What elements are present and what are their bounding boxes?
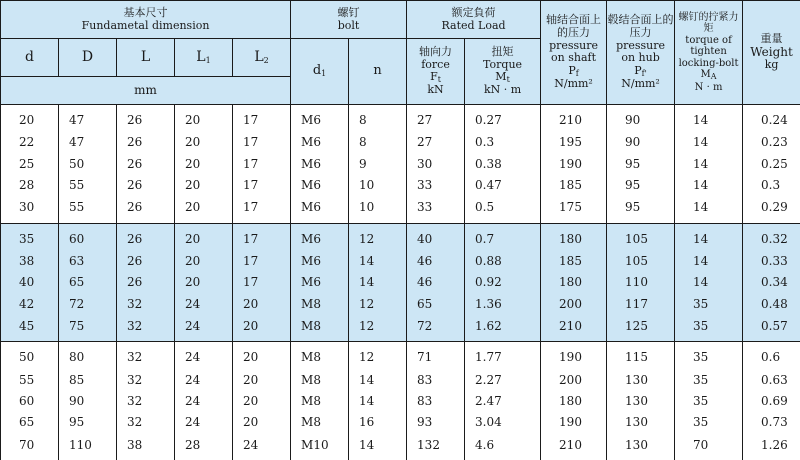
- table-cell: 180: [541, 391, 607, 412]
- table-cell: 110: [607, 273, 675, 294]
- table-cell: 71: [407, 342, 465, 370]
- table-cell: 17: [233, 273, 291, 294]
- table-cell: 0.88: [465, 251, 541, 272]
- table-cell: 95: [59, 413, 117, 434]
- table-cell: 14: [349, 251, 407, 272]
- table-cell: 20: [175, 175, 233, 196]
- table-cell: 20: [233, 294, 291, 315]
- shaft-pressure-unit: N/mm²: [554, 77, 593, 91]
- table-cell: 60: [1, 391, 59, 412]
- table-cell: M6: [291, 175, 349, 196]
- tighten-torque-en2: tighten: [690, 46, 727, 58]
- table-cell: 0.38: [465, 154, 541, 175]
- table-cell: 33: [407, 175, 465, 196]
- hub-pressure-en2: on hub: [621, 51, 660, 65]
- table-cell: 24: [175, 294, 233, 315]
- table-cell: 40: [1, 273, 59, 294]
- table-row: [1, 273, 800, 294]
- table-cell: 35: [675, 315, 743, 342]
- table-cell: 70: [675, 434, 743, 460]
- table-cell: 30: [407, 154, 465, 175]
- table-cell: 20: [175, 105, 233, 133]
- table-cell: 0.63: [743, 370, 800, 391]
- table-row: [1, 223, 800, 251]
- table-header: [1, 1, 800, 105]
- table-cell: 63: [59, 251, 117, 272]
- table-cell: 83: [407, 391, 465, 412]
- table-cell: M6: [291, 251, 349, 272]
- table-cell: 175: [541, 197, 607, 224]
- table-cell: M10: [291, 434, 349, 460]
- table-cell: 26: [117, 133, 175, 154]
- table-cell: 33: [407, 197, 465, 224]
- table-cell: 210: [541, 434, 607, 460]
- table-row: [1, 434, 800, 460]
- table-cell: 24: [175, 342, 233, 370]
- table-cell: M6: [291, 273, 349, 294]
- table-cell: 38: [1, 251, 59, 272]
- table-cell: 24: [175, 391, 233, 412]
- bolt-en: bolt: [337, 18, 360, 32]
- table-cell: 20: [233, 315, 291, 342]
- table-cell: 130: [607, 370, 675, 391]
- table-cell: 4.6: [465, 434, 541, 460]
- weight-cn: 重量: [760, 31, 783, 45]
- table-cell: 17: [233, 251, 291, 272]
- table-cell: 28: [175, 434, 233, 460]
- table-cell: 24: [175, 315, 233, 342]
- table-cell: 20: [175, 273, 233, 294]
- table-cell: 14: [675, 251, 743, 272]
- table-cell: 180: [541, 223, 607, 251]
- table-cell: 0.57: [743, 315, 800, 342]
- table-cell: 17: [233, 105, 291, 133]
- table-cell: 0.73: [743, 413, 800, 434]
- table-cell: 65: [1, 413, 59, 434]
- bolt-cn: 螺钉: [337, 5, 360, 19]
- table-cell: M8: [291, 342, 349, 370]
- table-row: [1, 342, 800, 370]
- table-cell: 95: [607, 154, 675, 175]
- table-cell: 26: [117, 273, 175, 294]
- bolt-header: [291, 1, 407, 39]
- table-cell: 90: [59, 391, 117, 412]
- shaft-pressure-symbol: $P_f$: [568, 63, 579, 78]
- table-cell: 85: [59, 370, 117, 391]
- table-cell: 117: [607, 294, 675, 315]
- table-cell: 22: [1, 133, 59, 154]
- table-cell: 42: [1, 294, 59, 315]
- hub-pressure-symbol: $P_{f'}$: [634, 63, 647, 78]
- table-cell: 65: [407, 294, 465, 315]
- hub-pressure-en1: pressure: [616, 38, 666, 52]
- table-cell: 17: [233, 223, 291, 251]
- table-cell: 200: [541, 370, 607, 391]
- table-cell: 0.5: [465, 197, 541, 224]
- hub-pressure-unit: N/mm²: [621, 77, 660, 91]
- table-cell: 0.3: [743, 175, 800, 196]
- table-cell: 35: [675, 391, 743, 412]
- table-cell: 14: [349, 370, 407, 391]
- table-cell: 110: [59, 434, 117, 460]
- table-cell: 0.32: [743, 223, 800, 251]
- table-cell: 0.69: [743, 391, 800, 412]
- table-cell: 190: [541, 342, 607, 370]
- table-cell: 32: [117, 342, 175, 370]
- table-cell: 0.3: [465, 133, 541, 154]
- table-cell: 25: [1, 154, 59, 175]
- table-cell: 17: [233, 175, 291, 196]
- table-cell: 40: [407, 223, 465, 251]
- table-cell: 20: [175, 197, 233, 224]
- table-cell: 1.26: [743, 434, 800, 460]
- table-cell: 32: [117, 315, 175, 342]
- table-cell: 190: [541, 413, 607, 434]
- col-L2: $L_2$: [233, 39, 291, 77]
- table-cell: 17: [233, 197, 291, 224]
- table-cell: 90: [607, 105, 675, 133]
- table-cell: M8: [291, 391, 349, 412]
- basic-dimensions-header: [1, 1, 291, 39]
- table-cell: 14: [675, 273, 743, 294]
- table-cell: 45: [1, 315, 59, 342]
- weight-en: Weight: [750, 44, 793, 59]
- table-cell: 12: [349, 315, 407, 342]
- table-cell: M6: [291, 133, 349, 154]
- table-cell: 26: [117, 223, 175, 251]
- table-cell: 0.92: [465, 273, 541, 294]
- col-D: D: [59, 39, 117, 77]
- table-row: [1, 175, 800, 196]
- table-cell: 0.27: [465, 105, 541, 133]
- table-row: [1, 251, 800, 272]
- table-cell: 35: [675, 342, 743, 370]
- table-cell: 14: [349, 391, 407, 412]
- table-cell: M8: [291, 413, 349, 434]
- table-row: [1, 413, 800, 434]
- table-cell: 55: [59, 175, 117, 196]
- table-cell: 9: [349, 154, 407, 175]
- rated-load-cn: 额定負荷: [451, 5, 496, 19]
- table-cell: 26: [117, 154, 175, 175]
- table-cell: 14: [675, 105, 743, 133]
- table-cell: 70: [1, 434, 59, 460]
- table-cell: 46: [407, 273, 465, 294]
- table-row: [1, 105, 800, 133]
- table-cell: 55: [1, 370, 59, 391]
- table-cell: 8: [349, 105, 407, 133]
- table-cell: 0.47: [465, 175, 541, 196]
- table-cell: 210: [541, 315, 607, 342]
- table-cell: 0.33: [743, 251, 800, 272]
- table-row: [1, 133, 800, 154]
- table-cell: 27: [407, 105, 465, 133]
- table-cell: 32: [117, 294, 175, 315]
- table-cell: 130: [607, 434, 675, 460]
- table-cell: 20: [175, 251, 233, 272]
- basic-dimensions-cn: 基本尺寸: [123, 5, 168, 19]
- table-cell: 83: [407, 370, 465, 391]
- table-cell: 20: [175, 154, 233, 175]
- table-cell: 20: [233, 342, 291, 370]
- table-cell: 20: [233, 370, 291, 391]
- table-cell: 3.04: [465, 413, 541, 434]
- table-cell: 32: [117, 413, 175, 434]
- table-cell: 12: [349, 223, 407, 251]
- table-cell: M8: [291, 294, 349, 315]
- table-row: [1, 391, 800, 412]
- axial-force-en: force: [421, 57, 450, 71]
- table-cell: M6: [291, 105, 349, 133]
- table-cell: 14: [675, 175, 743, 196]
- table-cell: 55: [59, 197, 117, 224]
- table-cell: 24: [175, 413, 233, 434]
- table-cell: 190: [541, 154, 607, 175]
- table-cell: M6: [291, 223, 349, 251]
- shaft-pressure-cn: 轴结合面上的压力: [546, 13, 602, 39]
- table-cell: M6: [291, 154, 349, 175]
- basic-dimensions-en: Fundametal dimension: [81, 18, 210, 32]
- axial-force-cn: 轴向力: [419, 44, 453, 58]
- col-axial-force: [407, 39, 465, 105]
- table-cell: 26: [117, 197, 175, 224]
- torque-unit: kN · m: [483, 83, 522, 97]
- col-n: n: [349, 39, 407, 105]
- table-cell: 1.36: [465, 294, 541, 315]
- shaft-pressure-en2: on shaft: [551, 51, 597, 65]
- table-cell: 8: [349, 133, 407, 154]
- hub-pressure-header: [607, 1, 675, 105]
- table-cell: 17: [233, 154, 291, 175]
- table-cell: 10: [349, 175, 407, 196]
- table-cell: 20: [175, 133, 233, 154]
- table-cell: 72: [59, 294, 117, 315]
- table-cell: 65: [59, 273, 117, 294]
- table-cell: 46: [407, 251, 465, 272]
- col-torque: [465, 39, 541, 105]
- hub-pressure-cn: 毂结合面上的压力: [607, 13, 674, 39]
- table-cell: 195: [541, 133, 607, 154]
- table-cell: 95: [607, 197, 675, 224]
- table-cell: 0.24: [743, 105, 800, 133]
- tighten-torque-header: [675, 1, 743, 105]
- table-cell: 16: [349, 413, 407, 434]
- tighten-torque-en1: torque of: [685, 34, 732, 46]
- col-d1: $d_1$: [291, 39, 349, 105]
- table-cell: 72: [407, 315, 465, 342]
- table-cell: M8: [291, 370, 349, 391]
- table-cell: 24: [175, 370, 233, 391]
- table-cell: 80: [59, 342, 117, 370]
- table-cell: 10: [349, 197, 407, 224]
- table-cell: 125: [607, 315, 675, 342]
- table-cell: 1.77: [465, 342, 541, 370]
- table-cell: 130: [607, 391, 675, 412]
- table-cell: 14: [675, 133, 743, 154]
- table-cell: 35: [675, 294, 743, 315]
- table-cell: 0.29: [743, 197, 800, 224]
- col-L1: $L_1$: [175, 39, 233, 77]
- torque-cn: 扭矩: [491, 44, 514, 58]
- table-cell: 14: [675, 154, 743, 175]
- table-cell: 32: [117, 391, 175, 412]
- table-cell: 20: [233, 391, 291, 412]
- tighten-torque-unit: N · m: [694, 81, 723, 93]
- table-cell: 26: [117, 105, 175, 133]
- table-cell: 27: [407, 133, 465, 154]
- tighten-torque-en3: locking-bolt: [678, 57, 739, 69]
- table-cell: 26: [117, 175, 175, 196]
- weight-header: [743, 1, 800, 105]
- table-cell: 75: [59, 315, 117, 342]
- table-cell: 90: [607, 133, 675, 154]
- table-cell: 20: [175, 223, 233, 251]
- table-cell: 185: [541, 175, 607, 196]
- table-row: [1, 154, 800, 175]
- table-cell: 105: [607, 251, 675, 272]
- table-row: [1, 370, 800, 391]
- table-cell: 105: [607, 223, 675, 251]
- table-cell: 50: [1, 342, 59, 370]
- rated-load-en: Rated Load: [441, 18, 506, 32]
- torque-en: Torque: [483, 57, 523, 71]
- axial-force-unit: kN: [427, 83, 444, 97]
- table-cell: 47: [59, 105, 117, 133]
- torque-symbol: $M_t$: [495, 70, 510, 85]
- table-row: [1, 197, 800, 224]
- table-cell: 93: [407, 413, 465, 434]
- table-row: [1, 315, 800, 342]
- table-cell: 14: [349, 273, 407, 294]
- table-cell: M8: [291, 315, 349, 342]
- table-cell: 180: [541, 273, 607, 294]
- rated-load-header: [407, 1, 541, 39]
- shaft-pressure-en1: pressure: [549, 38, 599, 52]
- table-cell: 35: [675, 413, 743, 434]
- table-cell: 0.34: [743, 273, 800, 294]
- table-cell: 28: [1, 175, 59, 196]
- table-cell: 0.23: [743, 133, 800, 154]
- axial-force-symbol: $F_t$: [430, 70, 441, 85]
- shaft-pressure-header: [541, 1, 607, 105]
- table-cell: 0.48: [743, 294, 800, 315]
- table-cell: 35: [675, 370, 743, 391]
- table-cell: 2.47: [465, 391, 541, 412]
- table-cell: 50: [59, 154, 117, 175]
- table-cell: 0.25: [743, 154, 800, 175]
- table-cell: 14: [349, 434, 407, 460]
- table-cell: 12: [349, 342, 407, 370]
- table-cell: 24: [233, 434, 291, 460]
- unit-mm: mm: [1, 77, 291, 105]
- col-d: d: [1, 39, 59, 77]
- table-cell: 0.6: [743, 342, 800, 370]
- table-cell: 17: [233, 133, 291, 154]
- table-cell: 20: [233, 413, 291, 434]
- col-L: L: [117, 39, 175, 77]
- table-cell: 115: [607, 342, 675, 370]
- tighten-torque-symbol: $M_A$: [700, 69, 717, 82]
- table-cell: 38: [117, 434, 175, 460]
- table-cell: 26: [117, 251, 175, 272]
- table-row: [1, 294, 800, 315]
- table-cell: 132: [407, 434, 465, 460]
- table-cell: 210: [541, 105, 607, 133]
- table-cell: 30: [1, 197, 59, 224]
- weight-unit: kg: [764, 58, 779, 72]
- table-cell: 1.62: [465, 315, 541, 342]
- table-cell: 60: [59, 223, 117, 251]
- table-cell: M6: [291, 197, 349, 224]
- table-cell: 200: [541, 294, 607, 315]
- table-cell: 35: [1, 223, 59, 251]
- table-cell: 12: [349, 294, 407, 315]
- table-cell: 14: [675, 197, 743, 224]
- table-cell: 47: [59, 133, 117, 154]
- tighten-torque-cn: 螺钉的拧紧力矩: [678, 11, 739, 35]
- table-cell: 2.27: [465, 370, 541, 391]
- table-cell: 130: [607, 413, 675, 434]
- table-cell: 0.7: [465, 223, 541, 251]
- table-cell: 20: [1, 105, 59, 133]
- table-cell: 32: [117, 370, 175, 391]
- table-cell: 14: [675, 223, 743, 251]
- table-cell: 185: [541, 251, 607, 272]
- table-body: [1, 105, 800, 460]
- table-cell: 95: [607, 175, 675, 196]
